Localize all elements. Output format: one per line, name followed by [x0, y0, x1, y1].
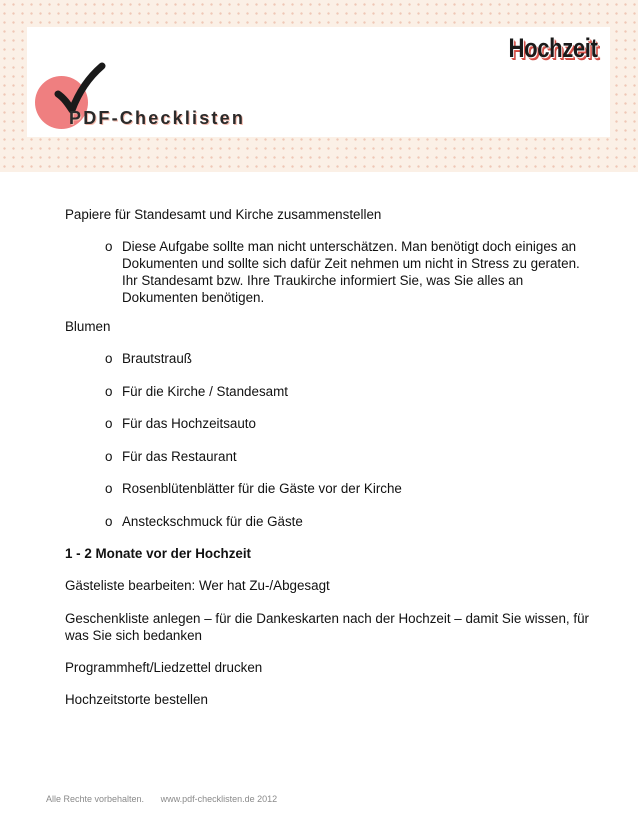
list-item: Programmheft/Liedzettel drucken — [65, 660, 263, 675]
footer — [46, 794, 291, 804]
list-item: Gästeliste bearbeiten: Wer hat Zu-/Abgesagt — [65, 578, 330, 593]
list-item: Geschenkliste anlegen – für die Dankeskarten nach der Hochzeit – damit Sie wissen, für was Sie sich bedanken — [65, 611, 590, 643]
sub-item: Brautstrauß — [122, 351, 192, 366]
bullet-icon: o — [105, 239, 113, 254]
section-heading: 1 - 2 Monate vor der Hochzeit — [65, 546, 252, 561]
document-title: Hochzeit — [509, 33, 598, 63]
bullet-icon: o — [105, 449, 113, 464]
bullet-icon: o — [105, 351, 113, 366]
sub-item: Für das Hochzeitsauto — [122, 416, 256, 431]
bullet-icon: o — [105, 514, 113, 529]
logo-text: PDF-Checklisten — [69, 108, 246, 128]
list-item: Papiere für Standesamt und Kirche zusammenstellen — [65, 207, 382, 222]
footer-rights: Alle Rechte vorbehalten. — [46, 794, 145, 804]
sub-item: Für die Kirche / Standesamt — [122, 384, 288, 399]
sub-item: Ansteckschmuck für die Gäste — [122, 514, 303, 529]
bullet-icon: o — [105, 416, 113, 431]
sub-item: Diese Aufgabe sollte man nicht unterschätzen. Man benötigt doch einiges an Dokumenten und sollte sich dafür Zeit nehmen um nicht in Stress zu geraten. Ihr Standesamt bzw. Ihre Traukirche informiert Sie, was Sie alles an Dokumenten benötigen. — [122, 239, 580, 305]
bullet-icon: o — [105, 384, 113, 399]
sub-item: Rosenblütenblätter für die Gäste vor der Kirche — [122, 481, 402, 496]
list-item: Hochzeitstorte bestellen — [65, 692, 208, 707]
list-item: Blumen — [65, 319, 111, 334]
bullet-icon: o — [105, 481, 113, 496]
sub-item: Für das Restaurant — [122, 449, 237, 464]
footer-site: www.pdf-checklisten.de 2012 — [160, 794, 278, 804]
